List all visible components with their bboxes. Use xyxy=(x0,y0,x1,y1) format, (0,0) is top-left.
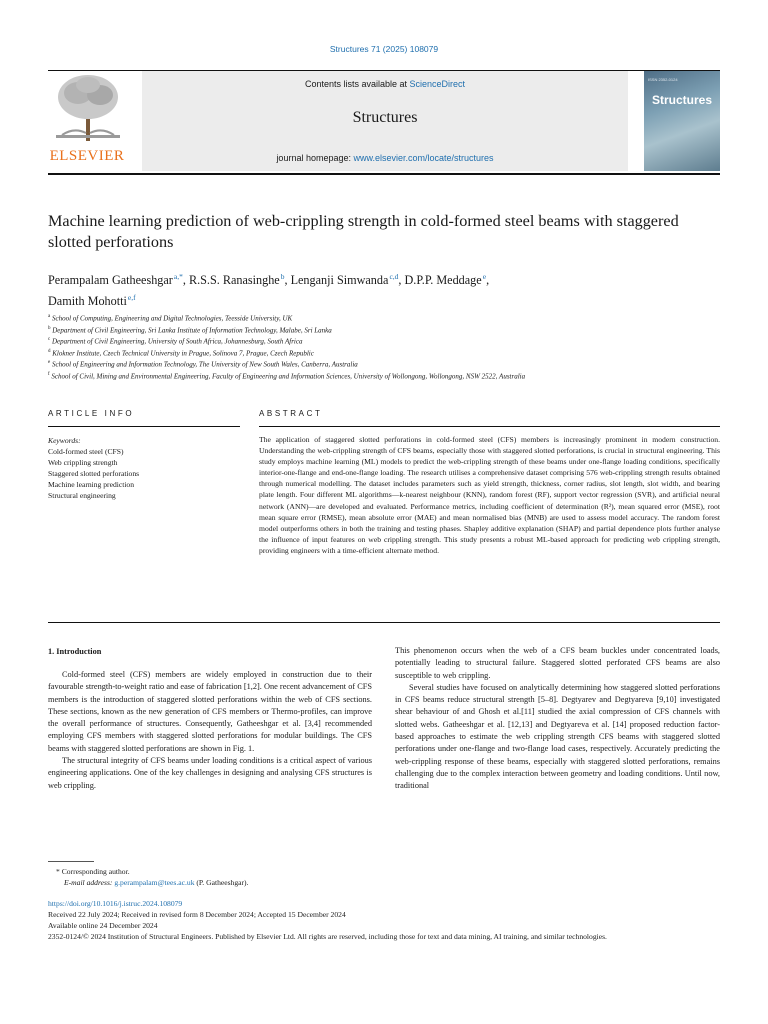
abstract-rule xyxy=(259,426,720,427)
affiliation-item xyxy=(48,335,728,347)
doi-link[interactable]: https://doi.org/10.1016/j.istruc.2024.108079 xyxy=(48,899,183,908)
keyword-item: Web crippling strength xyxy=(48,458,118,467)
body-paragraph: This phenomenon occurs when the web of a CFS beam buckles under concentrated loads, potentially leading to structural failure. Staggered slotted perforated CFS beams are also susceptible to web crippling. xyxy=(395,646,720,680)
affiliation-marker: a xyxy=(48,314,51,319)
homepage-line xyxy=(142,153,628,163)
footnote-rule xyxy=(48,861,94,862)
received-dates: Received 22 July 2024; Received in revised form 8 December 2024; Accepted 15 December 2024 xyxy=(48,910,346,919)
author-affiliation-marker[interactable]: a,* xyxy=(173,272,183,281)
keyword-item: Structural engineering xyxy=(48,491,116,500)
affiliation-marker: e xyxy=(48,360,51,366)
affiliation-list xyxy=(48,312,728,381)
available-online: Available online 24 December 2024 xyxy=(48,921,158,930)
affiliation-marker: c xyxy=(48,337,51,343)
author-name: R.S.S. Ranasinghe xyxy=(188,273,280,288)
affiliation-item xyxy=(48,312,728,324)
section-heading-introduction: 1. Introduction xyxy=(48,647,102,656)
body-column-left xyxy=(48,669,372,792)
affiliation-text: Department of Civil Engineering, University of South Africa, Johannesburg, South Africa xyxy=(51,337,303,346)
abstract-bottom-rule xyxy=(48,622,720,623)
keyword-item: Staggered slotted perforations xyxy=(48,469,140,478)
sciencedirect-link[interactable]: ScienceDirect xyxy=(409,79,466,89)
body-paragraph: Cold-formed steel (CFS) members are widely employed in construction due to their favourable strength-to-weight ratio and ease of fabrication [1,2]. One recent advancement of CFS members is the introduction of staggered slotted perforations within the web of CFS sections. These sections, known as the new generation of CFS members or Thermo-profiles, can improve the overall performance of structures. Consequently, Gatheeshgar et al. [3,4] recommended employing CFS members with staggered slotted perforations for modular buildings. The CFS beams with staggered slotted perforations are shown in Fig. 1. xyxy=(48,670,372,753)
author xyxy=(189,273,285,287)
affiliation-text: School of Computing, Engineering and Digital Technologies, Teesside University, UK xyxy=(51,314,293,323)
affiliation-text: School of Engineering and Information Technology, The University of New South Wales, Canberra, Australia xyxy=(51,360,358,369)
abstract-heading: ABSTRACT xyxy=(259,409,323,418)
elsevier-wordmark: ELSEVIER xyxy=(49,148,125,164)
cover-issn: ISSN 2352-0124 xyxy=(648,77,678,82)
body-column-right xyxy=(395,645,720,793)
affiliation-item xyxy=(48,347,728,359)
keywords-list xyxy=(48,435,248,501)
author-affiliation-marker[interactable]: c,d xyxy=(389,272,399,281)
author xyxy=(48,294,136,308)
affiliation-marker: d xyxy=(48,348,51,354)
journal-header xyxy=(48,71,720,171)
keyword-item: Cold-formed steel (CFS) xyxy=(48,447,124,456)
header-bottom-rule xyxy=(48,173,720,175)
author-affiliation-marker[interactable]: e xyxy=(482,272,487,281)
footnotes xyxy=(48,866,720,888)
abstract-text: The application of staggered slotted perforations in cold-formed steel (CFS) members is increasingly prominent in modern construction. Understanding the web-crippling strength of CFS beams, especially those with staggered slotted perforations, is crucial in structural engineering. This study employs machine learning (ML) models to predict the web-crippling strength of these beams under one-flange loading conditions, specifically interior-one-flange and end-one-flange loading. The research utilises a comprehensive dataset comprising 576 web-crippling strength results obtained through numerical modelling. The dataset includes parameters such as yield strength, thickness, corner radius, slot length, slot width, and bearing plate length. Four different ML algorithms—k-nearest neighbour (KNN), random forest (RF), support vector regression (SVR), and artificial neural network (ANN)—are developed and evaluated. Performance metrics, including coefficient of determination (R²), mean squared error (MSE), root mean square error (RMSE), mean absolute error (MAE) and mean normalised bias (MNB) are used to assess model accuracy. The random forest model outperforms others in both the training and testing phases. Shapley additive explanation (SHAP) and partial dependence plots further analyse the influence of input features on web crippling strength. This study presents a robust ML-based approach for predicting web crippling strength, providing engineers with a time-efficient alternate method. xyxy=(259,435,720,555)
body-paragraph: The structural integrity of CFS beams under loading conditions is a critical aspect of various engineering applications. One of the key challenges in designing and analysing CFS structures is web crippling. xyxy=(48,756,372,790)
copyright-notice: 2352-0124/© 2024 Institution of Structural Engineers. Published by Elsevier Ltd. All rights are reserved, including those for text and data mining, AI training, and similar technologies. xyxy=(48,932,607,941)
affiliation-item xyxy=(48,370,728,382)
author-affiliation-marker[interactable]: b xyxy=(280,272,285,281)
publication-info xyxy=(48,898,720,942)
elsevier-logo xyxy=(48,71,140,171)
email-label: E-mail address: xyxy=(64,878,115,887)
author-name: Perampalam Gatheeshgar xyxy=(48,273,173,288)
homepage-prefix: journal homepage: xyxy=(276,153,354,163)
author xyxy=(48,273,183,287)
contents-line xyxy=(142,79,628,89)
journal-cover-image[interactable] xyxy=(644,71,720,171)
affiliation-marker: f xyxy=(48,371,50,377)
paper-title: Machine learning prediction of web-crippling strength in cold-formed steel beams with staggered slotted perforations xyxy=(48,212,679,251)
article-info-rule xyxy=(48,426,240,427)
contents-prefix: Contents lists available at xyxy=(304,79,410,89)
cover-title: Structures xyxy=(651,93,713,107)
body-paragraph: Several studies have focused on analytically determining how staggered slotted perforations in CFS beams reduce structural strength [5–8]. Degtyarev and Degtyareva [9,10] investigated shear behaviour of and Ghosh et al.[11] studied the axial compression of CFS channels with slotted webs. Gatheeshgar et al. [12,13] and Degtyareva et al. [14] proposed reduction factor-based approaches to estimate the web crippling strength CFS beams with staggered slotted perforations under one-flange and two-flange load cases, respectively. Accurately predicting the web-crippling response of these beams, especially with staggered slotted perforations, remains challenging due to the complex interaction between geometry and loading conditions. Until now, traditional xyxy=(395,682,720,791)
elsevier-tree-icon xyxy=(48,71,128,143)
keywords-label: Keywords: xyxy=(48,436,81,445)
keyword-item: Machine learning prediction xyxy=(48,480,135,489)
author-name: Lenganji Simwanda xyxy=(290,273,389,288)
corresponding-author-note: * Corresponding author. xyxy=(56,867,130,876)
affiliation-text: Department of Civil Engineering, Sri Lanka Institute of Information Technology, Malabe, Sri Lanka xyxy=(52,325,332,334)
author-name: Damith Mohotti xyxy=(48,294,127,309)
journal-title: Structures xyxy=(352,109,418,126)
header-center-panel xyxy=(142,71,628,171)
author-list: Perampalam Gatheeshgar $^{a,*}$, R.S.S. Ranasinghe $^b$, Lenganji Simwanda $^{c,d}$, D.P.P. Meddage $^e$, Damith Mohotti $^{e,f}$ xyxy=(48,272,490,309)
email-note xyxy=(48,877,720,888)
article-info-heading: ARTICLE INFO xyxy=(48,409,135,418)
journal-reference[interactable]: Structures 71 (2025) 108079 xyxy=(329,44,439,54)
affiliation-text: School of Civil, Mining and Environmental Engineering, Faculty of Engineering and Information Sciences, University of Wollongong, Wollongong, NSW 2522, Australia xyxy=(51,371,526,380)
author xyxy=(405,273,487,287)
affiliation-item xyxy=(48,324,728,336)
homepage-link[interactable]: www.elsevier.com/locate/structures xyxy=(353,153,494,163)
email-suffix: (P. Gatheeshgar). xyxy=(194,878,249,887)
affiliation-marker: b xyxy=(48,325,51,331)
affiliation-text: Klokner Institute, Czech Technical University in Prague, Solinova 7, Prague, Czech Republic xyxy=(52,348,314,357)
affiliation-item xyxy=(48,358,728,370)
author-affiliation-marker[interactable]: e,f xyxy=(127,293,136,303)
author xyxy=(291,273,399,287)
author-name: D.P.P. Meddage xyxy=(404,273,482,288)
email-link[interactable]: g.perampalam@tees.ac.uk xyxy=(114,878,195,887)
